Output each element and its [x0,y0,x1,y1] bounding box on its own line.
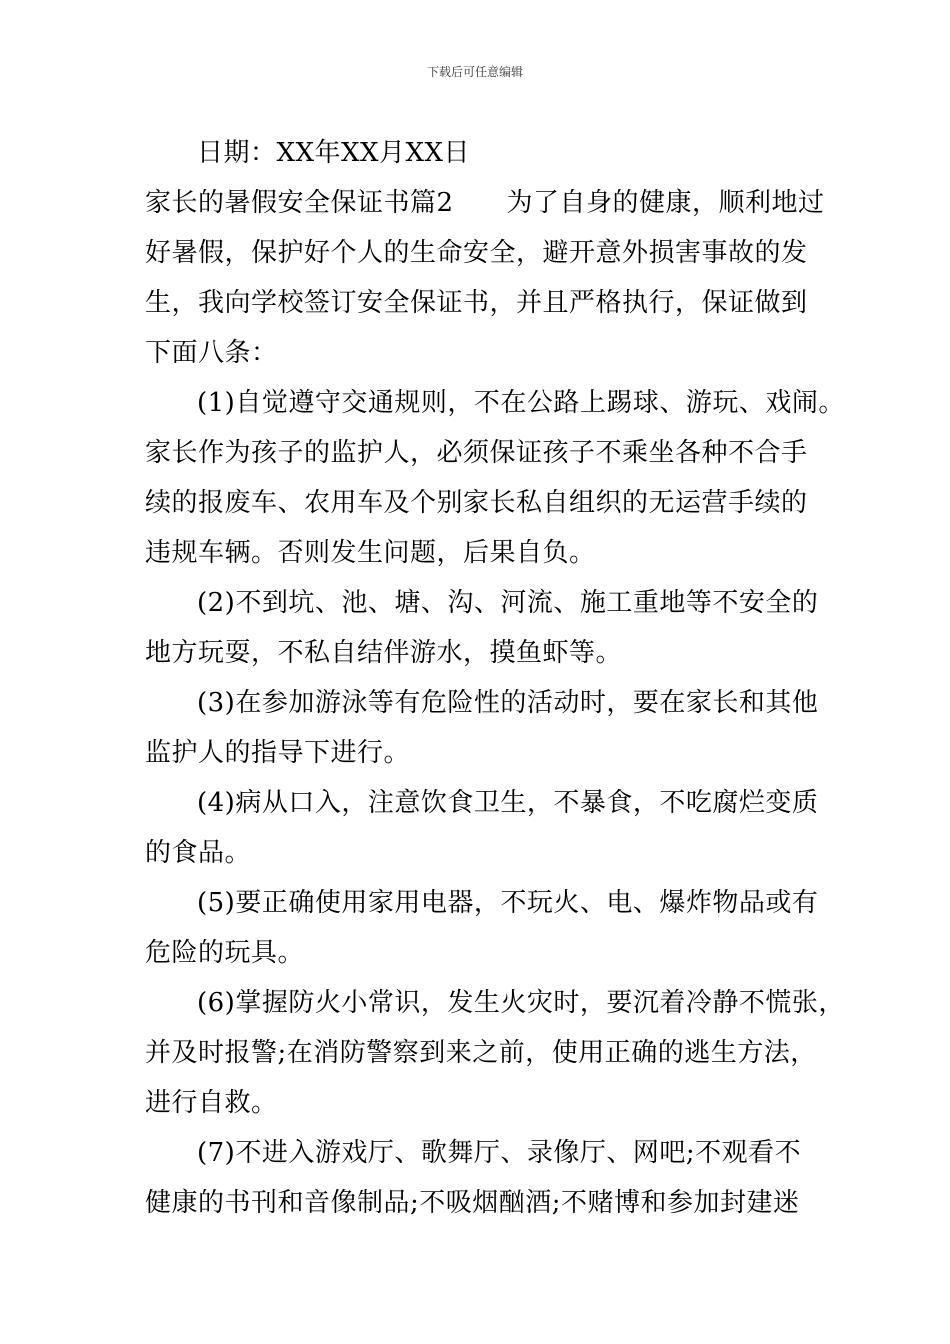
text-line: 监护人的指导下进行。 [145,738,411,768]
text-line: 的食品。 [145,838,252,868]
text-line: 生，我向学校签订安全保证书，并且严格执行，保证做到 [145,288,808,318]
text-line: 家长作为孩子的监护人，必须保证孩子不乘坐各种不合手 [145,438,808,468]
list-item-1: (1)自觉遵守交通规则，不在公路上踢球、游玩、戏闹。 [197,388,845,418]
text-line: 家长的暑假安全保证书篇2 为了自身的健康，顺利地过 [145,188,825,218]
list-item-7: (7)不进入游戏厅、歌舞厅、录像厅、网吧;不观看不 [197,1138,802,1168]
text-line: 并及时报警;在消防警察到来之前，使用正确的逃生方法， [145,1038,817,1068]
page-header: 下载后可任意编辑 [426,65,523,79]
list-item-5: (5)要正确使用家用电器，不玩火、电、爆炸物品或有 [197,888,819,918]
date-line: 日期：XX年XX月XX日 [197,138,471,168]
text-line: 健康的书刊和音像制品;不吸烟酗酒;不赌博和参加封建迷 [145,1188,800,1218]
text-line: 好暑假，保护好个人的生命安全，避开意外损害事故的发 [145,238,808,268]
text-line: 下面八条： [145,338,278,368]
list-item-2: (2)不到坑、池、塘、沟、河流、施工重地等不安全的 [197,588,819,618]
text-line: 违规车辆。否则发生问题，后果自负。 [145,538,596,568]
text-line: 地方玩耍，不私自结伴游水，摸鱼虾等。 [145,638,623,668]
list-item-4: (4)病从口入，注意饮食卫生，不暴食，不吃腐烂变质 [197,788,819,818]
text-line: 续的报废车、农用车及个别家长私自组织的无运营手续的 [145,488,808,518]
list-item-3: (3)在参加游泳等有危险性的活动时，要在家长和其他 [197,688,819,718]
text-line: 进行自救。 [145,1088,278,1118]
text-line: 危险的玩具。 [145,938,305,968]
document-body [145,128,845,1228]
list-item-6: (6)掌握防火小常识，发生火灾时，要沉着冷静不慌张， [197,988,845,1018]
